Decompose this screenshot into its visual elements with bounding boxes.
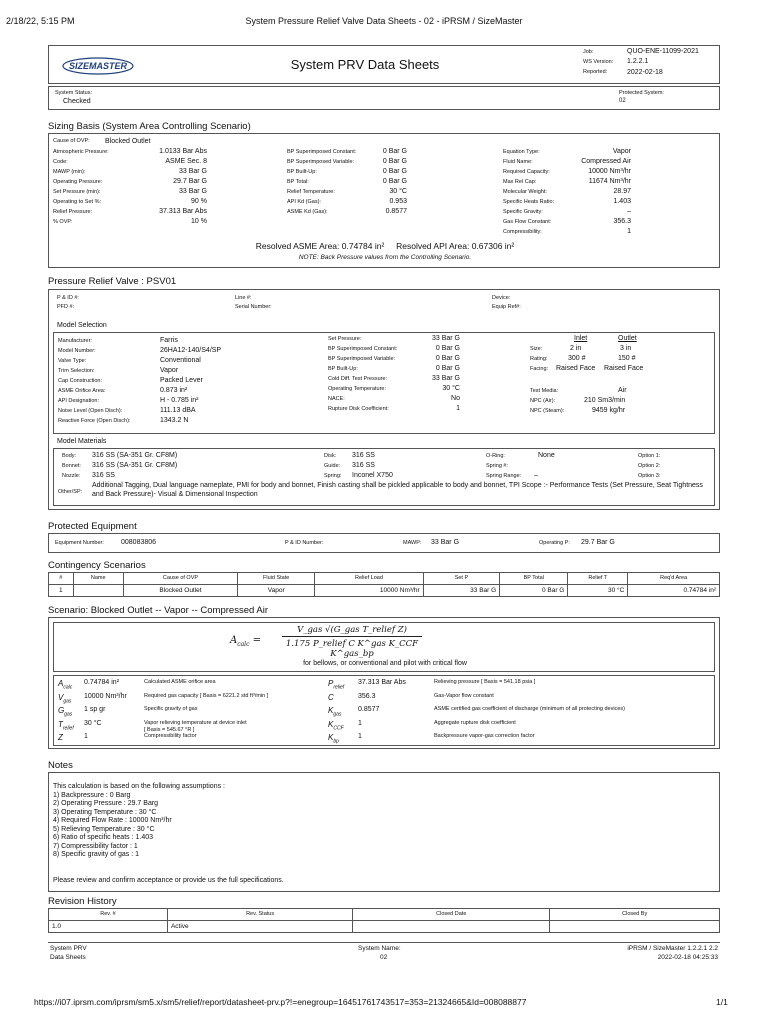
notes-box	[48, 772, 720, 892]
sizing-col1-label: MAWP (min):	[53, 169, 86, 175]
model-selection-title: Model Selection	[57, 322, 107, 329]
model-col2-label: Rupture Disk Coefficient:	[328, 406, 389, 412]
formula-denominator: 1.175 P_relief C K^gas K_CCF K^gas_bp	[285, 639, 419, 660]
size-inlet: 2 in	[570, 345, 582, 352]
scenario-right-symbol: $K_{bp}$	[328, 733, 339, 745]
sizing-col2-value: 0 Bar G	[382, 168, 407, 175]
note-line: 4) Required Flow Rate : 10000 Nm³/hr	[53, 817, 172, 824]
revision-header: Rev. #	[49, 909, 168, 921]
model-col1-label: Reactive Force (Open Disch):	[58, 418, 131, 424]
contingency-cell	[73, 585, 123, 597]
sizing-col3-label: Molecular Weight:	[503, 189, 547, 195]
status-label: System Status:	[55, 90, 92, 96]
model-col1-label: API Designation:	[58, 398, 99, 404]
scenario-left-value: 0.74784 in²	[84, 679, 120, 686]
print-page-number: 1/1	[716, 997, 728, 1007]
sizing-col1-value: 1.0133 Bar Abs	[159, 148, 207, 155]
sizing-col2-label: BP Built-Up:	[287, 169, 317, 175]
other-label: Other/SP:	[58, 489, 83, 495]
scenario-left-desc: Required gas capacity [ Basis = 6221.2 std ft³/min ]	[144, 692, 269, 699]
note-line: 8) Specific gravity of gas : 1	[53, 851, 139, 858]
rating-outlet: 150 #	[618, 355, 636, 362]
sizing-col2-label: BP Superimposed Constant:	[287, 149, 357, 155]
model-materials-title: Model Materials	[57, 438, 107, 445]
scenario-right-symbol: C	[328, 692, 334, 702]
status-value: Checked	[63, 98, 91, 105]
contingency-header: Relief T	[568, 573, 628, 585]
sizing-title: Sizing Basis (System Area Controlling Scenario)	[48, 121, 251, 132]
pid-number-label: P & ID Number:	[285, 540, 324, 546]
sizing-col3-label: Equation Type:	[503, 149, 540, 155]
model-col1-value: H - 0.785 in²	[160, 397, 199, 404]
model-col2-label: BP Superimposed Constant:	[328, 346, 398, 352]
sizing-col1-value: 10 %	[191, 218, 207, 225]
footer-left-1: System PRV	[50, 945, 87, 952]
model-col2-label: BP Superimposed Variable:	[328, 356, 396, 362]
model-col1-label: Valve Type:	[58, 358, 87, 364]
model-col1-value: 26HA12-140/S4/SP	[160, 347, 222, 354]
disk-label: Disk:	[324, 453, 337, 459]
sizing-col1-value: 33 Bar G	[178, 168, 207, 175]
spring-range-label: Spring Range:	[486, 473, 522, 479]
sizing-col1-label: % OVP:	[53, 219, 73, 225]
sizing-col1-label: Operating to Set %:	[53, 199, 101, 205]
model-col1-value: 1343.2 N	[160, 417, 189, 424]
sizing-col1-value: 90 %	[191, 198, 207, 205]
footer-right-1: iPRSM / SizeMaster 1.2.2.1 2.2	[627, 945, 718, 952]
note-line: 6) Ratio of specific heats : 1.403	[53, 834, 153, 841]
formula-lhs: $A_{calc}$ =	[230, 635, 262, 648]
model-selection-box	[53, 332, 715, 434]
contingency-cell: 0.74784 in²	[628, 585, 720, 597]
scenario-left-symbol: $G_{gas}$	[58, 706, 73, 718]
model-col1-label: Noise Level (Open Disch):	[58, 408, 123, 414]
contingency-header: #	[49, 573, 74, 585]
pid-label: P & ID #:	[57, 295, 79, 301]
sizing-col2-label: API Kd (Gas):	[287, 199, 321, 205]
guide-value: 316 SS	[352, 462, 375, 469]
sizing-col1-label: Code:	[53, 159, 68, 165]
version-value: 1.2.2.1	[627, 58, 649, 65]
logo-text: SIZEMASTER	[68, 61, 128, 71]
prv-box	[48, 289, 720, 510]
device-label: Device:	[492, 295, 511, 301]
scenario-right-desc: Backpressure vapor-gas correction factor	[434, 733, 535, 739]
model-col1-value: Conventional	[160, 357, 201, 364]
model-col1-label: ASME Orifice Area:	[58, 388, 106, 394]
rating-label: Rating:	[530, 356, 548, 362]
footer-rule	[48, 942, 720, 943]
sizing-col1-value: 37.313 Bar Abs	[159, 208, 207, 215]
note-line: 7) Compressibility factor : 1	[53, 842, 138, 850]
sizing-col2-value: 30 °C	[389, 188, 407, 195]
option-3-label: Option 3:	[638, 473, 661, 479]
scenario-right-symbol: $K_{CCF}$	[328, 719, 344, 732]
spring-value: Inconel X750	[352, 472, 393, 479]
scenario-left-desc: Calculated ASME orifice area	[144, 679, 216, 685]
revision-cell	[550, 921, 720, 933]
reported-label: Reported:	[583, 69, 608, 75]
model-col2-label: Cold Diff. Test Pressure:	[328, 376, 388, 382]
operating-pressure-value: 29.7 Bar G	[581, 539, 615, 546]
sizing-col3-label: Required Capacity:	[503, 169, 550, 175]
pfd-label: PFD #:	[57, 304, 75, 310]
operating-pressure-label: Operating P:	[539, 540, 570, 546]
scenario-left-value: 10000 Nm³/hr	[84, 692, 127, 700]
sizing-col1-label: Operating Pressure:	[53, 179, 103, 185]
sizing-col2-label: Relief Temperature:	[287, 189, 335, 195]
scenario-right-desc: Relieving pressure [ Basis = 541.18 psia ]	[434, 679, 536, 685]
contingency-cell: Blocked Outlet	[123, 585, 237, 597]
revision-header: Closed Date	[353, 909, 550, 921]
revision-header: Closed By	[550, 909, 720, 921]
cause-value: Blocked Outlet	[105, 138, 151, 145]
note-line: 5) Relieving Temperature : 30 °C	[53, 825, 155, 833]
model-col2-label: BP Built-Up:	[328, 366, 358, 372]
nozzle-value: 316 SS	[92, 472, 115, 479]
sizing-col3-value: Compressed Air	[581, 158, 631, 165]
sizing-col3-label: Gas Flow Constant:	[503, 219, 552, 225]
test-media-label: Test Media:	[530, 388, 559, 394]
contingency-cell: Vapor	[238, 585, 315, 597]
oring-label: O-Ring:	[486, 453, 505, 459]
contingency-header: Req'd Area	[628, 573, 720, 585]
npc-air-value: 210 Sm3/min	[584, 397, 626, 404]
bonnet-value: 316 SS (SA-351 Gr. CF8M)	[92, 462, 178, 469]
inlet-header: Inlet	[574, 335, 588, 342]
job-label: Job:	[583, 49, 594, 55]
print-url[interactable]: https://i07.iprsm.com/iprsm/sm5.x/sm5/relief/report/datasheet-prv.p?!=enegroup=16451761743517=353=21324665&Id=008088877	[34, 997, 527, 1007]
protected-equipment-box	[48, 533, 720, 553]
note-line: 1) Backpressure : 0 Barg	[53, 791, 131, 799]
sizing-col2-value: 0.8577	[385, 208, 407, 215]
model-col1-label: Model Number:	[58, 348, 96, 354]
scenario-right-desc: Gas-Vapor flow constant	[434, 692, 494, 699]
revision-title: Revision History	[48, 896, 117, 907]
sizing-col2-label: BP Total:	[287, 179, 309, 185]
facing-label: Facing:	[530, 366, 549, 372]
formula-numerator: V_gas √(G_gas T_relief Z)	[282, 625, 422, 637]
sizing-note: NOTE: Back Pressure values from the Controlling Scenario.	[298, 254, 472, 261]
variables-box	[53, 675, 715, 746]
table-row	[49, 921, 720, 933]
contingency-header: Relief Load	[315, 573, 423, 585]
sizing-col3-label: Fluid Name:	[503, 159, 533, 165]
formula-note: for bellows, or conventional and pilot with critical flow	[303, 660, 467, 667]
sizing-col3-value: Vapor	[612, 148, 631, 155]
job-value: QUO-ENE-11099-2021	[627, 48, 699, 55]
sizing-col2-value: 0 Bar G	[382, 178, 407, 185]
contingency-cell: 33 Bar G	[423, 585, 500, 597]
sizing-col1-label: Relief Pressure:	[53, 209, 93, 215]
table-row	[49, 585, 720, 597]
rating-inlet: 300 #	[568, 355, 586, 362]
spring-range-value: –	[534, 472, 538, 479]
equipment-number-value: 008083806	[121, 539, 157, 546]
disk-value: 316 SS	[352, 452, 375, 459]
spring-label: Spring:	[324, 473, 342, 479]
mawp-value: 33 Bar G	[431, 539, 460, 546]
print-title: System Pressure Relief Valve Data Sheets - 02 - iPRSM / SizeMaster	[245, 16, 523, 26]
line-label: Line #:	[235, 295, 252, 301]
facing-outlet: Raised Face	[604, 365, 644, 372]
scenario-right-symbol: $P_{relief}$	[328, 679, 345, 691]
protected-system-label: Protected System:	[619, 90, 664, 96]
contingency-header: BP Total	[500, 573, 568, 585]
scenario-right-value: 37.313 Bar Abs	[358, 679, 406, 686]
model-col2-value: 0 Bar G	[435, 345, 460, 352]
revision-cell	[353, 921, 550, 933]
equipment-number-label: Equipment Number:	[55, 540, 104, 546]
contingency-cell: 10000 Nm³/hr	[315, 585, 423, 597]
model-col2-value: 33 Bar G	[431, 375, 460, 382]
facing-inlet: Raised Face	[556, 365, 596, 372]
size-outlet: 3 in	[620, 345, 632, 352]
npc-steam-label: NPC (Steam):	[530, 408, 565, 414]
sizing-col3-value: 1.403	[613, 198, 631, 205]
model-col1-value: Vapor	[160, 367, 179, 374]
scenario-right-symbol: $K_{gas}$	[328, 706, 342, 718]
model-col2-value: No	[451, 395, 460, 402]
scenario-left-symbol: $A_{calc}$	[58, 679, 73, 691]
equip-ref-label: Equip Ref#:	[492, 304, 521, 310]
sizing-col3-value: 356.3	[613, 218, 631, 225]
test-media-value: Air	[618, 387, 627, 394]
model-col1-label: Trim Selection:	[58, 368, 95, 374]
model-col1-value: Packed Lever	[160, 377, 203, 384]
guide-label: Guide:	[324, 463, 341, 469]
outlet-header: Outlet	[618, 335, 637, 342]
contingency-header: Cause of OVP	[123, 573, 237, 585]
contingency-cell: 1	[49, 585, 74, 597]
model-col2-value: 33 Bar G	[431, 335, 460, 342]
scenario-left-desc-basis: [ Basis = 545.67 °R ]	[144, 726, 195, 733]
nozzle-label: Nozzle:	[62, 473, 81, 479]
serial-label: Serial Number:	[235, 304, 272, 310]
sizing-col3-label: Max Rel Cap:	[503, 179, 537, 185]
contingency-header: Fluid State	[238, 573, 315, 585]
footer-left-2: Data Sheets	[50, 954, 86, 961]
version-label: WS Version:	[583, 59, 614, 65]
model-col2-value: 0 Bar G	[435, 355, 460, 362]
oring-value: None	[538, 452, 555, 459]
print-datetime: 2/18/22, 5:15 PM	[6, 16, 75, 26]
formula-box	[53, 622, 715, 672]
sizing-col1-value: ASME Sec. 8	[165, 158, 207, 165]
scenario-left-symbol: $T_{relief}$	[58, 719, 74, 732]
sizing-col1-label: Set Pressure (min):	[53, 189, 101, 195]
model-col2-value: 1	[456, 405, 460, 412]
sizing-box	[48, 133, 720, 268]
sizing-col3-value: 28.97	[613, 188, 631, 195]
body-value: 316 SS (SA-351 Gr. CF8M)	[92, 452, 178, 459]
sizing-col2-label: BP Superimposed Variable:	[287, 159, 355, 165]
scenario-right-desc: Aggregate rupture disk coefficient	[434, 719, 516, 726]
option-2-label: Option 2:	[638, 463, 661, 469]
sizing-col3-value: 1	[627, 228, 631, 235]
scenario-right-value: 356.3	[358, 692, 376, 700]
contingency-header: Set P	[423, 573, 500, 585]
footer-right-2: 2022-02-18 04:25:33	[657, 954, 718, 961]
sizing-col3-value: –	[627, 208, 631, 215]
model-col2-value: 30 °C	[442, 385, 460, 392]
sizing-col1-value: 29.7 Bar G	[173, 178, 207, 185]
scenario-title: Scenario: Blocked Outlet -- Vapor -- Compressed Air	[48, 605, 268, 616]
scenario-left-desc: Vapor relieving temperature at device inlet	[144, 719, 247, 726]
model-col1-label: Manufacturer:	[58, 338, 92, 344]
sizing-col2-value: 0.953	[389, 198, 407, 205]
scenario-left-desc: Compressibility factor	[144, 733, 197, 739]
sizing-col2-value: 0 Bar G	[382, 158, 407, 165]
npc-steam-value: 9459 kg/hr	[592, 407, 626, 414]
sizing-col3-label: Compressibility:	[503, 229, 542, 235]
contingency-header: Name	[73, 573, 123, 585]
sizing-col2-label: ASME Kd (Gas):	[287, 209, 328, 215]
footer-mid-1: System Name:	[358, 945, 401, 952]
contingency-cell: 30 °C	[568, 585, 628, 597]
other-value: Additional Tagging, Dual language nameplate, PMI for body and bonnet, Finish casting shall be pickled applicable to body and bonnet, TPI Scope :- Performance Tests (Set Pressure, Seat Tightness and Back Pressure)- Visual & Dimensional Inspection	[92, 482, 703, 498]
model-col1-label: Cap Construction:	[58, 378, 103, 384]
page-title: System PRV Data Sheets	[290, 57, 440, 72]
note-line: 3) Operating Temperature : 30 °C	[53, 808, 157, 816]
body-label: Body:	[62, 453, 77, 459]
model-col2-label: Operating Temperature:	[328, 386, 386, 392]
note-line: This calculation is based on the following assumptions :	[53, 783, 225, 790]
contingency-cell: 0 Bar G	[500, 585, 568, 597]
option-1-label: Option 1:	[638, 453, 661, 459]
revision-cell: Active	[167, 921, 352, 933]
scenario-right-value: 1	[358, 733, 362, 740]
model-materials-box	[53, 448, 715, 506]
cause-label: Cause of OVP:	[53, 138, 90, 144]
contingency-table	[48, 572, 720, 597]
scenario-left-symbol: Z	[58, 733, 63, 742]
contingency-title: Contingency Scenarios	[48, 560, 146, 571]
scenario-right-value: 1	[358, 719, 362, 727]
resolved-area: Resolved ASME Area: 0.74784 in² Resolved API Area: 0.67306 in²	[255, 241, 515, 251]
sizing-col1-value: 33 Bar G	[178, 188, 207, 195]
note-line: 2) Operating Pressure : 29.7 Barg	[53, 800, 159, 807]
revision-cell: 1.0	[49, 921, 168, 933]
model-col1-value: 111.13 dBA	[160, 407, 196, 414]
bonnet-label: Bonnet:	[62, 463, 81, 469]
model-col2-label: NACE:	[328, 396, 345, 402]
model-col2-value: 0 Bar G	[435, 365, 460, 372]
notes-title: Notes	[48, 760, 73, 771]
sizing-col3-value: 10000 Nm³/hr	[588, 168, 631, 175]
model-col1-value: Farris	[160, 337, 178, 344]
protected-system-value: 02	[619, 98, 626, 104]
model-col1-value: 0.873 in²	[160, 387, 188, 394]
scenario-right-value: 0.8577	[358, 706, 380, 713]
sizing-col3-label: Specific Gravity:	[503, 209, 543, 215]
status-row	[48, 86, 720, 110]
mawp-label: MAWP:	[403, 540, 422, 546]
scenario-left-value: 1 sp gr	[84, 706, 106, 713]
revision-header: Rev. Status	[167, 909, 352, 921]
scenario-left-desc: Specific gravity of gas	[144, 706, 198, 712]
footer-mid-2: 02	[380, 954, 388, 961]
sizing-col3-value: 11674 Nm³/hr	[588, 178, 631, 185]
sizing-col2-value: 0 Bar G	[382, 148, 407, 155]
sizemaster-logo	[61, 56, 131, 74]
scenario-left-symbol: $V_{gas}$	[58, 692, 72, 705]
sizing-col3-label: Specific Heats Ratio:	[503, 199, 555, 205]
npc-air-label: NPC (Air):	[530, 398, 556, 404]
reported-value: 2022-02-18	[627, 69, 663, 76]
notes-closing: Please review and confirm acceptance or provide us the full specifications.	[53, 877, 284, 884]
report-header	[48, 45, 720, 84]
scenario-left-value: 1	[84, 733, 88, 740]
model-col2-label: Set Pressure:	[328, 336, 362, 342]
spring-number-label: Spring #:	[486, 463, 509, 469]
scenario-box	[48, 617, 720, 749]
protected-equipment-title: Protected Equipment	[48, 521, 137, 532]
scenario-left-value: 30 °C	[84, 719, 102, 727]
scenario-right-desc: ASME certified gas coefficient of discharge (minimum of all protecting devices)	[434, 706, 625, 712]
size-label: Size:	[530, 346, 543, 352]
revision-table	[48, 908, 720, 933]
prv-title: Pressure Relief Valve : PSV01	[48, 276, 177, 287]
sizing-col1-label: Atmospheric Pressure:	[53, 149, 109, 155]
